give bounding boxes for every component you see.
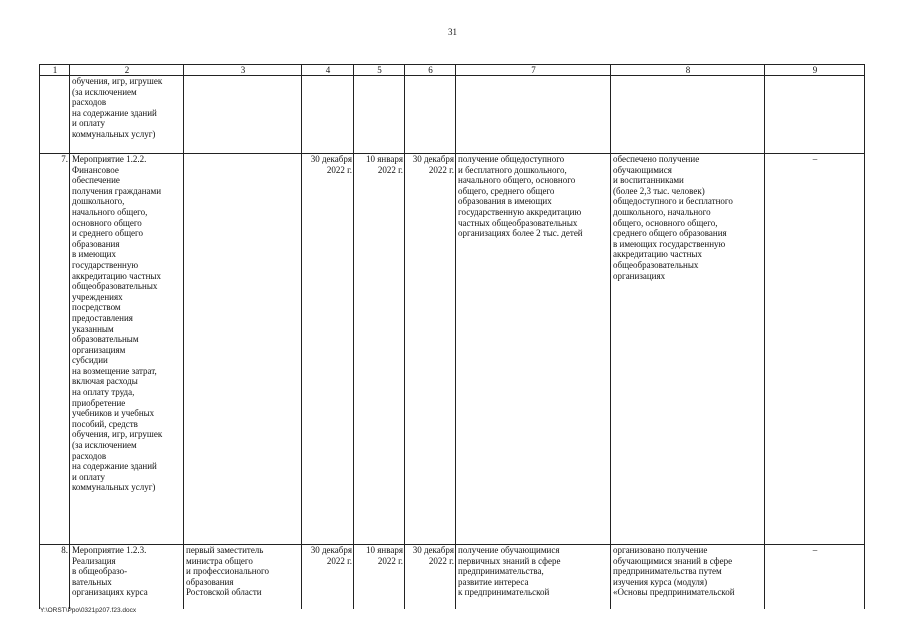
activity-name-line: государственную xyxy=(72,259,139,270)
activity-name-line: вательных xyxy=(72,576,112,587)
indicator-result-line: и воспитанниками xyxy=(613,175,684,186)
start-date-line: 2022 г. xyxy=(326,555,352,566)
expected-result-line: развитие интереса xyxy=(458,576,529,587)
expected-result xyxy=(456,76,611,154)
activity-name xyxy=(70,76,184,154)
responsible-executor xyxy=(184,545,302,609)
responsible-executor-line: образования xyxy=(186,576,234,587)
end-date-line: 2022 г. xyxy=(377,164,403,175)
activity-name-line: Мероприятие 1.2.3. xyxy=(72,545,147,555)
plan-table xyxy=(39,64,865,609)
end-date-line: 2022 г. xyxy=(377,555,403,566)
start-date xyxy=(302,545,354,609)
start-date-line: 30 декабря xyxy=(310,545,352,555)
indicator-result-line: среднего общего образования xyxy=(613,228,727,239)
header-col-5: 5 xyxy=(354,65,405,76)
indicator-result-line: изучения курса (модуля) xyxy=(613,576,708,587)
indicator-result-line: аккредитацию частных xyxy=(613,249,702,260)
responsible-executor-line: и профессионального xyxy=(186,566,270,577)
responsible-executor xyxy=(184,154,302,545)
indicator-result-line: общеобразовательных xyxy=(613,259,699,270)
activity-name-line: учреждениях xyxy=(72,291,123,302)
activity-name-line: общеобразовательных xyxy=(72,281,158,292)
expected-result xyxy=(456,154,611,545)
expected-result-line: получение общедоступного xyxy=(458,154,565,164)
start-date xyxy=(302,76,354,154)
start-date-line: 30 декабря xyxy=(310,154,352,164)
expected-result-line: к предпринимательской xyxy=(458,587,550,598)
activity-name-line: основного общего xyxy=(72,217,142,228)
deadline-date-line: 30 декабря xyxy=(412,154,454,164)
table-row xyxy=(40,545,865,609)
activity-name-line: расходов xyxy=(72,450,107,461)
activity-name-line: получения гражданами xyxy=(72,185,162,196)
activity-name-line: и оплату xyxy=(72,471,105,482)
activity-name-line: аккредитацию частных xyxy=(72,270,161,281)
header-col-6: 6 xyxy=(405,65,456,76)
activity-name-line: обучения, игр, игрушек xyxy=(72,76,163,86)
expected-result-line: образования в имеющих xyxy=(458,196,552,207)
activity-name-line: учебников и учебных xyxy=(72,408,155,419)
activity-name-line: Реализация xyxy=(72,555,116,566)
activity-name-line: образования xyxy=(72,238,120,249)
indicator-result-line: предпринимательства путем xyxy=(613,566,722,577)
header-col-4: 4 xyxy=(302,65,354,76)
expected-result-line: получение обучающимися xyxy=(458,545,560,555)
expected-result-line: предпринимательства, xyxy=(458,566,544,577)
activity-name-line: на содержание зданий xyxy=(72,461,157,472)
activity-name-line: предоставления xyxy=(72,312,133,323)
activity-name-line: в общеобразо- xyxy=(72,566,128,577)
activity-name-line: на возмещение затрат, xyxy=(72,365,157,376)
indicator-result xyxy=(611,545,765,609)
activity-name-line: (за исключением xyxy=(72,440,137,451)
end-date xyxy=(354,154,405,545)
activity-name-line: в имеющих xyxy=(72,249,116,260)
indicator-result-line: дошкольного, начального xyxy=(613,206,711,217)
deadline-date-line: 2022 г. xyxy=(428,164,454,175)
activity-name-line: организациях курса xyxy=(72,587,148,598)
activity-name xyxy=(70,154,184,545)
deadline-date-line: 2022 г. xyxy=(428,555,454,566)
start-date-line: 2022 г. xyxy=(326,164,352,175)
expected-result xyxy=(456,545,611,609)
expected-result-line: частных общеобразовательных xyxy=(458,217,578,228)
expected-result-line: организациях более 2 тыс. детей xyxy=(458,228,583,239)
activity-name-line: и оплату xyxy=(72,118,105,129)
indicator-result-line: (более 2,3 тыс. человек) xyxy=(613,185,705,196)
responsible-executor xyxy=(184,76,302,154)
activity-name-line: Мероприятие 1.2.2. xyxy=(72,154,147,164)
activity-name-line: дошкольного, xyxy=(72,196,125,207)
end-date-line: 10 января xyxy=(366,545,403,555)
indicator-result xyxy=(611,76,765,154)
header-col-7: 7 xyxy=(456,65,611,76)
header-col-2: 2 xyxy=(70,65,184,76)
activity-name-line: на содержание зданий xyxy=(72,107,157,118)
activity-name-line: приобретение xyxy=(72,397,126,408)
header-col-3: 3 xyxy=(184,65,302,76)
row-number xyxy=(40,76,70,154)
deadline-date-line: 30 декабря xyxy=(412,545,454,555)
deadline-date xyxy=(405,545,456,609)
activity-name-line: посредством xyxy=(72,302,121,313)
header-col-8: 8 xyxy=(611,65,765,76)
activity-name-line: и среднего общего xyxy=(72,228,144,239)
responsible-executor-line: министра общего xyxy=(186,555,253,566)
activity-name-line: организациям xyxy=(72,344,126,355)
indicator-result-line: общего, основного общего, xyxy=(613,217,718,228)
responsible-executor-line: Ростовской области xyxy=(186,587,262,598)
expected-result-line: первичных знаний в сфере xyxy=(458,555,561,566)
table-body xyxy=(40,65,865,609)
activity-name-line: обеспечение xyxy=(72,175,120,186)
header-col-1: 1 xyxy=(40,65,70,76)
activity-name-line: субсидии xyxy=(72,355,108,366)
activity-name-line: на оплату труда, xyxy=(72,387,135,398)
indicator-result-line: общедоступного и бесплатного xyxy=(613,196,733,207)
activity-name-line: обучения, игр, игрушек xyxy=(72,429,163,440)
activity-name-line: включая расходы xyxy=(72,376,138,387)
indicator-result-line: обучающимися знаний в сфере xyxy=(613,555,733,566)
expected-result-line: и бесплатного дошкольного, xyxy=(458,164,567,175)
table-header-row xyxy=(40,65,865,76)
activity-name-line: начального общего, xyxy=(72,206,148,217)
activity-name-line: коммунальных услуг) xyxy=(72,128,156,139)
expected-result-line: начального общего, основного xyxy=(458,175,576,186)
header-col-9: 9 xyxy=(765,65,865,76)
indicator-result-line: обучающимися xyxy=(613,164,672,175)
indicator-result-line: организациях xyxy=(613,270,666,281)
activity-name-line: пособий, средств xyxy=(72,418,138,429)
activity-name-line: расходов xyxy=(72,97,107,108)
activity-name-line: (за исключением xyxy=(72,86,137,97)
deadline-date xyxy=(405,76,456,154)
end-date xyxy=(354,545,405,609)
indicator-result-line: в имеющих государственную xyxy=(613,238,726,249)
expected-result-line: общего, среднего общего xyxy=(458,185,555,196)
indicator-result-line: обеспечено получение xyxy=(613,154,700,164)
deadline-date xyxy=(405,154,456,545)
row-number: 8. xyxy=(40,545,70,609)
expected-result-line: государственную аккредитацию xyxy=(458,206,582,217)
col9-value: – xyxy=(765,154,865,545)
end-date-line: 10 января xyxy=(366,154,403,164)
indicator-result xyxy=(611,154,765,545)
file-path-footer: Y:\ORST\Ppo\0321p207.f23.docx xyxy=(40,607,137,614)
activity-name-line: образовательным xyxy=(72,334,139,345)
activity-name xyxy=(70,545,184,609)
col9-value: – xyxy=(765,545,865,609)
start-date xyxy=(302,154,354,545)
activity-name-line: Финансовое xyxy=(72,164,119,175)
row-number: 7. xyxy=(40,154,70,545)
table-row xyxy=(40,154,865,545)
indicator-result-line: «Основы предпринимательской xyxy=(613,587,735,598)
activity-name-line: указанным xyxy=(72,323,114,334)
page-number: 31 xyxy=(448,27,457,37)
table-row xyxy=(40,76,865,154)
responsible-executor-line: первый заместитель xyxy=(186,545,264,555)
col9-value xyxy=(765,76,865,154)
indicator-result-line: организовано получение xyxy=(613,545,708,555)
end-date xyxy=(354,76,405,154)
activity-name-line: коммунальных услуг) xyxy=(72,482,156,493)
